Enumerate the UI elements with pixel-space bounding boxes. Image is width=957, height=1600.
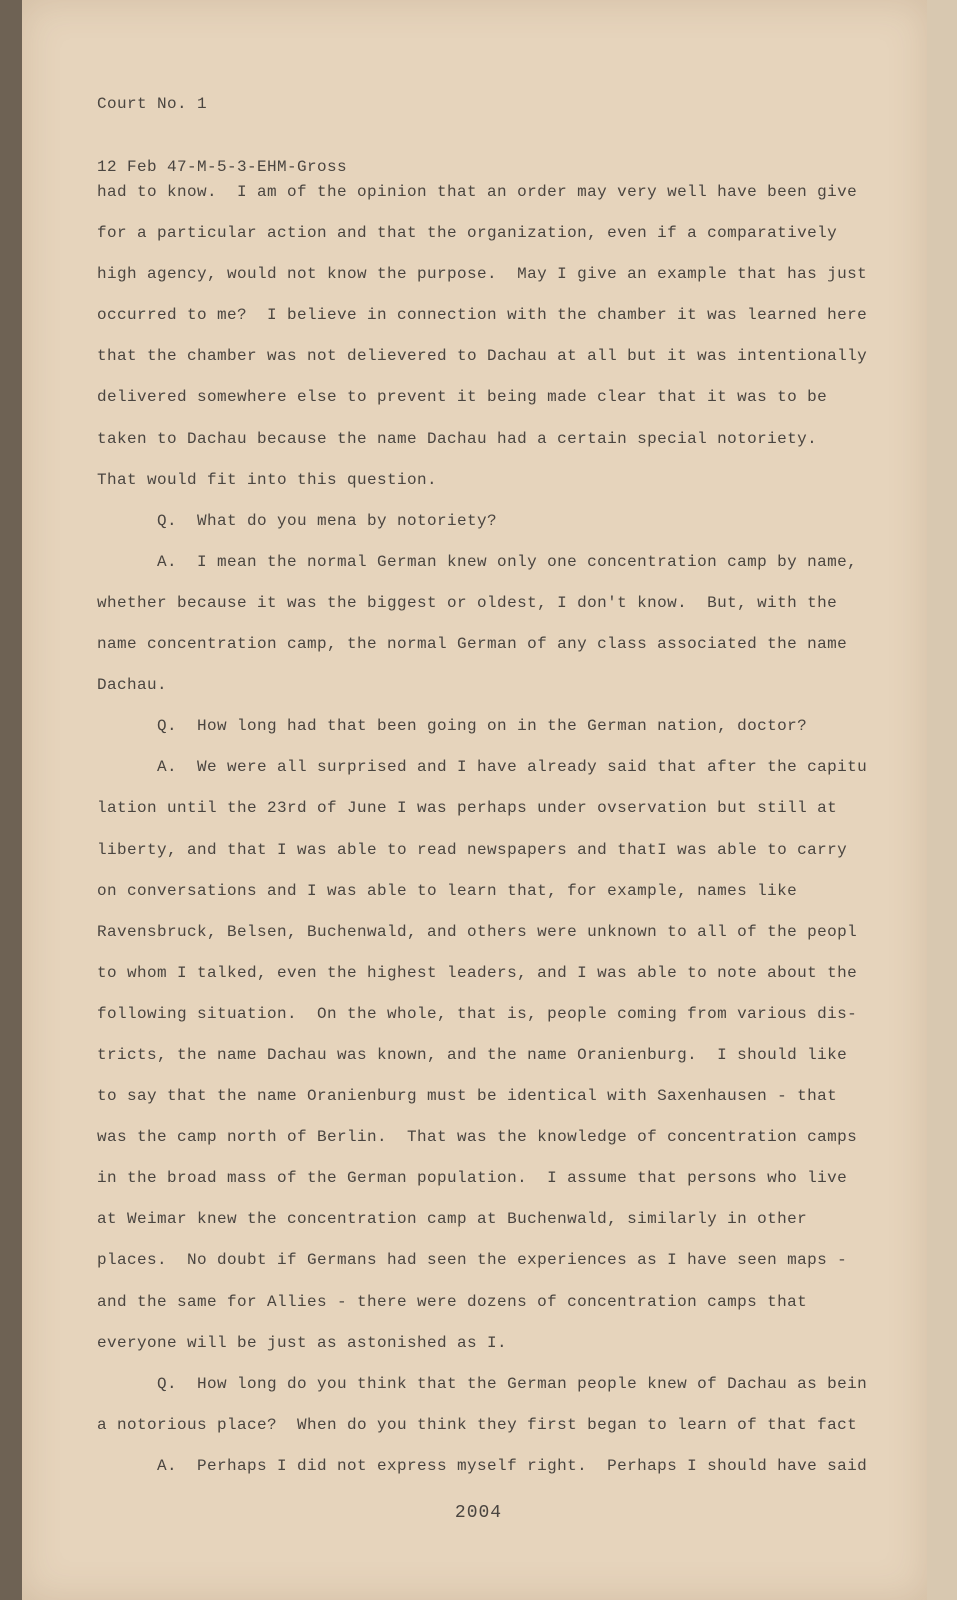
transcript-line: that the chamber was not delievered to Dachau at all but it was intentionally	[97, 347, 868, 366]
transcript-line: a notorious place? When do you think they first began to learn of that fact	[97, 1415, 858, 1434]
transcript-line: A. I mean the normal German knew only one concentration camp by name,	[97, 552, 858, 571]
transcript-line: was the camp north of Berlin. That was the knowledge of concentration camps	[97, 1128, 858, 1147]
transcript-line: liberty, and that I was able to read newspapers and thatI was able to carry	[97, 840, 848, 859]
document-reference: 12 Feb 47-M-5-3-EHM-Gross	[97, 158, 348, 176]
transcript-line: taken to Dachau because the name Dachau had a certain special notoriety.	[97, 429, 818, 448]
transcript-body	[97, 172, 867, 1487]
transcript-line: following situation. On the whole, that is, people coming from various dis-	[97, 1004, 858, 1023]
transcript-line: A. We were all surprised and I have already said that after the capitu	[97, 758, 868, 777]
transcript-line: to say that the name Oranienburg must be identical with Saxenhausen - that	[97, 1087, 838, 1106]
transcript-line: places. No doubt if Germans had seen the experiences as I have seen maps -	[97, 1251, 848, 1270]
transcript-line: at Weimar knew the concentration camp at Buchenwald, similarly in other	[97, 1210, 808, 1229]
transcript-line: That would fit into this question.	[97, 470, 438, 489]
transcript-line: tricts, the name Dachau was known, and the name Oranienburg. I should like	[97, 1045, 848, 1064]
transcript-line: Dachau.	[97, 676, 168, 695]
transcript-line: everyone will be just as astonished as I.	[97, 1333, 508, 1352]
transcript-line: whether because it was the biggest or oldest, I don't know. But, with the	[97, 593, 838, 612]
transcript-line: delivered somewhere else to prevent it being made clear that it was to be	[97, 388, 828, 407]
transcript-line: Q. How long do you think that the German people knew of Dachau as bein	[97, 1374, 868, 1393]
transcript-line: Q. What do you mena by notoriety?	[97, 511, 498, 530]
transcript-line: had to know. I am of the opinion that an order may very well have been give	[97, 183, 858, 201]
transcript-line: to whom I talked, even the highest leaders, and I was able to note about the	[97, 963, 858, 982]
transcript-line: Ravensbruck, Belsen, Buchenwald, and others were unknown to all of the peopl	[97, 922, 858, 941]
transcript-line: high agency, would not know the purpose. May I give an example that has just	[97, 265, 868, 284]
transcript-line: on conversations and I was able to learn that, for example, names like	[97, 881, 798, 900]
transcript-line: Q. How long had that been going on in the German nation, doctor?	[97, 717, 808, 736]
scanner-left-edge	[0, 0, 22, 1600]
transcript-line: in the broad mass of the German population. I assume that persons who live	[97, 1169, 848, 1188]
transcript-line: lation until the 23rd of June I was perhaps under ovservation but still at	[97, 799, 838, 818]
transcript-line: occurred to me? I believe in connection with the chamber it was learned here	[97, 306, 868, 325]
transcript-line: A. Perhaps I did not express myself right. Perhaps I should have said	[97, 1456, 868, 1475]
page-number: 2004	[454, 1503, 503, 1523]
transcript-line: and the same for Allies - there were dozens of concentration camps that	[97, 1292, 808, 1311]
transcript-line: name concentration camp, the normal German of any class associated the name	[97, 635, 848, 654]
scanner-right-edge	[927, 0, 957, 1600]
court-number: Court No. 1	[97, 95, 208, 113]
transcript-line: for a particular action and that the organization, even if a comparatively	[97, 224, 838, 243]
